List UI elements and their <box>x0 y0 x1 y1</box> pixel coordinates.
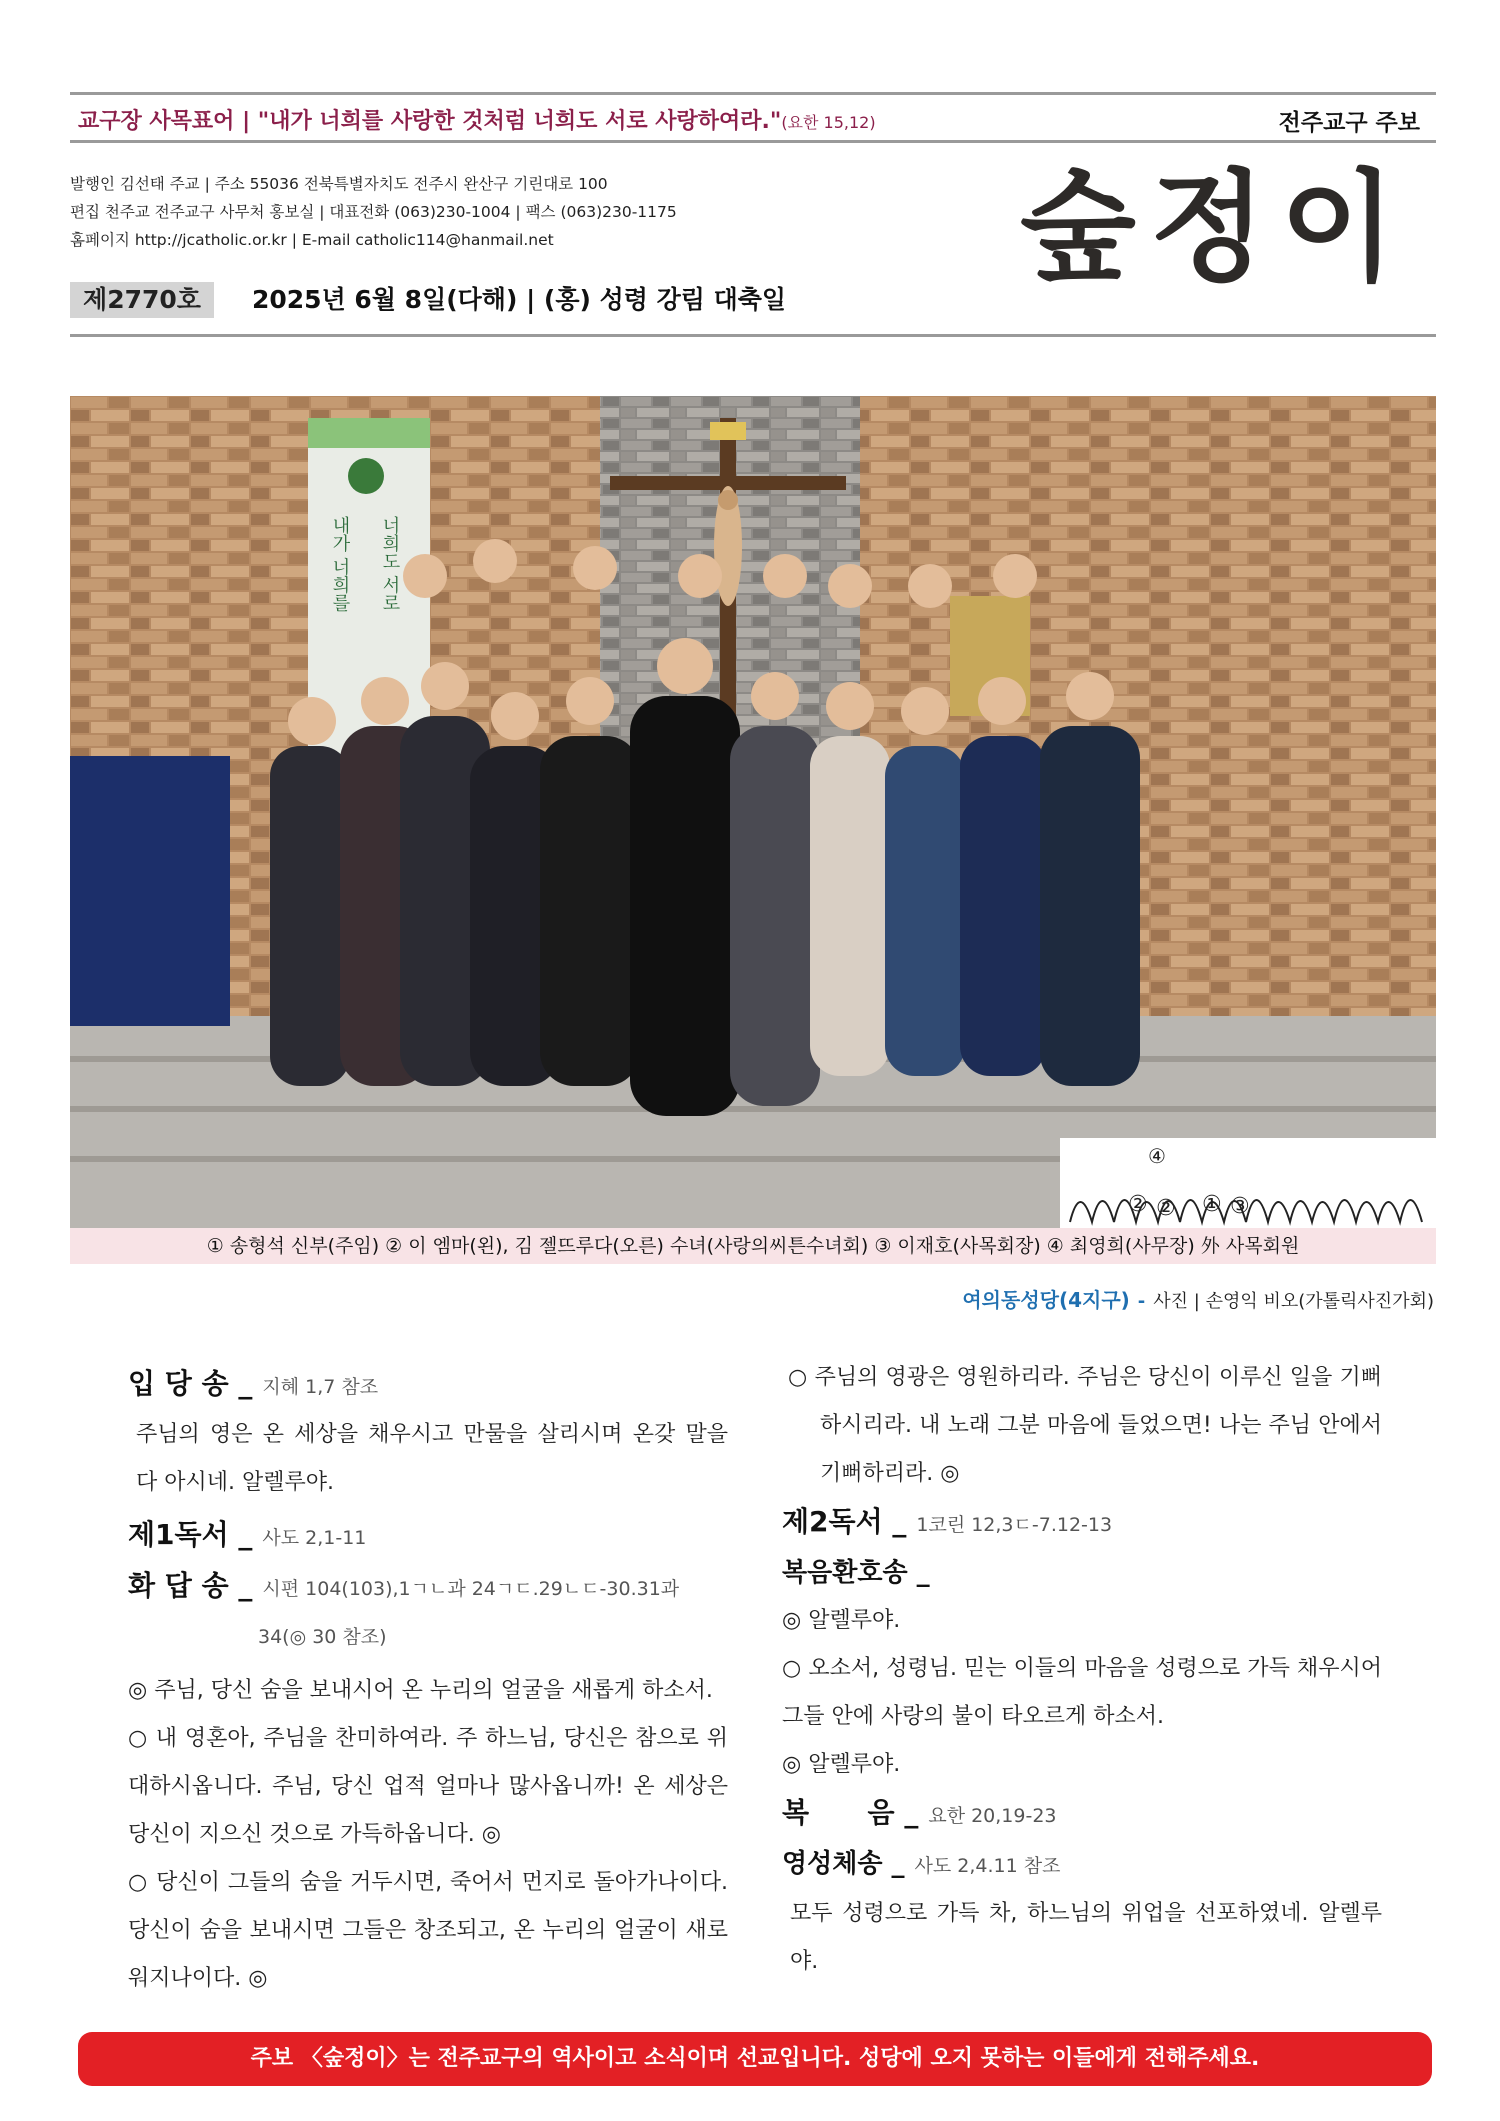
church-credit <box>962 1284 1434 1313</box>
gospel-label: 복 음 _ <box>782 1796 919 1829</box>
credit-dash: - <box>1137 1291 1146 1312</box>
psalm-response: ◎ 주님, 당신 숨을 보내시어 온 누리의 얼굴을 새롭게 하소서. <box>128 1678 713 1703</box>
diocese-motto <box>78 104 876 135</box>
masthead-rule <box>70 334 1436 337</box>
gospel-acclamation-heading: 복음환호송 _ <box>782 1558 930 1588</box>
svg-text:너희도 서로: 너희도 서로 <box>379 516 401 612</box>
acclamation-verse: ○ 오소서, 성령님. 믿는 이들의 마음을 성령으로 가득 채우시어 그들 안에 사랑의 불이 타오르게 하소서. <box>782 1656 1382 1729</box>
second-reading-source: 1코린 12,3ㄷ-7.12-13 <box>916 1514 1113 1536</box>
liturgy-right-column <box>782 1354 1382 1986</box>
psalm-verse-1: ○ 내 영혼아, 주님을 찬미하여라. 주 하느님, 당신은 참으로 위대하시옵니다. 주님, 당신 업적 얼마나 많사옵니까! 온 세상은 당신이 지으신 것으로 가득하옵니다. ◎ <box>128 1726 728 1847</box>
issue-number: 제2770호 <box>70 282 214 318</box>
entrance-source: 지혜 1,7 참조 <box>262 1376 379 1398</box>
psalm-source: 시편 104(103),1ㄱㄴ과 24ㄱㄷ.29ㄴㄷ-30.31과 <box>262 1578 680 1600</box>
liturgy-left-column <box>128 1360 728 2003</box>
second-reading-heading <box>782 1498 1382 1549</box>
psalm-heading <box>128 1562 728 1613</box>
gospel-heading <box>782 1789 1382 1840</box>
group-photo-illustration <box>70 396 1436 1228</box>
entrance-heading <box>128 1360 728 1411</box>
entrance-label: 입 당 송 _ <box>128 1367 253 1400</box>
bulletin-logo: 숲정이 <box>1020 157 1410 298</box>
gospel-source: 요한 20,19-23 <box>928 1805 1057 1827</box>
acclamation-response-1: ◎ 알렐루야. <box>782 1608 901 1633</box>
acclamation-response-2: ◎ 알렐루야. <box>782 1752 901 1777</box>
publisher-line: 발행인 김선태 주교 | 주소 55036 전북특별자치도 전주시 완산구 기린대로 100 <box>70 175 608 193</box>
psalm-verse-3: ○ 주님의 영광은 영원하리라. 주님은 당신이 이루신 일을 기뻐하시리라. 내 노래 그분 마음에 들었으면! 나는 주님 안에서 기뻐하리라. ◎ <box>788 1365 1382 1486</box>
editor-line: 편집 천주교 전주교구 사무처 홍보실 | 대표전화 (063)230-1004 | 팩스 (063)230-1175 <box>70 203 677 221</box>
communion-label: 영성체송 _ <box>782 1849 905 1879</box>
first-reading-source: 사도 2,1-11 <box>262 1527 367 1549</box>
header-rule <box>70 140 1436 143</box>
communion-heading <box>782 1840 1382 1890</box>
svg-text:내가 너희를: 내가 너희를 <box>329 516 351 612</box>
issue-date: 2025년 6월 8일(다해) | (홍) 성령 강림 대축일 <box>252 285 787 314</box>
communion-source: 사도 2,4.11 참조 <box>914 1855 1061 1877</box>
key-num-4: ④ <box>1148 1144 1166 1168</box>
top-rule <box>70 92 1436 95</box>
motto-ref: (요한 15,12) <box>781 113 876 132</box>
key-num-2a: ② <box>1128 1192 1148 1217</box>
communion-antiphon: 모두 성령으로 가득 차, 하느님의 위업을 선포하였네. 알렐루야. <box>790 1901 1382 1974</box>
web-line: 홈페이지 http://jcatholic.or.kr | E-mail catholic114@hanmail.net <box>70 231 554 249</box>
psalm-source-cont: 34(◎ 30 참조) <box>258 1626 387 1648</box>
key-num-2b: ② <box>1156 1196 1176 1221</box>
psalm-label: 화 답 송 _ <box>128 1569 253 1602</box>
key-num-3: ③ <box>1230 1194 1250 1219</box>
second-reading-label: 제2독서 _ <box>782 1505 907 1538</box>
cover-photo <box>70 396 1436 1228</box>
church-name: 여의동성당(4지구) <box>962 1288 1130 1312</box>
psalm-verse-2: ○ 당신이 그들의 숨을 거두시면, 죽어서 먼지로 돌아가나이다. 당신이 숨을 보내시면 그들은 창조되고, 온 누리의 얼굴이 새로워지나이다. ◎ <box>128 1870 728 1991</box>
first-reading-heading <box>128 1511 728 1562</box>
motto-text: 교구장 사목표어 | "내가 너희를 사랑한 것처럼 너희도 서로 사랑하여라." <box>78 109 782 134</box>
photo-credit: 사진 | 손영익 비오(가톨릭사진가회) <box>1153 1291 1434 1312</box>
footer-banner: 주보 〈숲정이〉는 전주교구의 역사이고 소식이며 선교입니다. 성당에 오지 못하는 이들에게 전해주세요. <box>78 2032 1432 2086</box>
bulletin-name: 전주교구 주보 <box>1278 110 1420 136</box>
first-reading-label: 제1독서 _ <box>128 1518 253 1551</box>
entrance-antiphon: 주님의 영은 온 세상을 채우시고 만물을 살리시며 온갖 말을 다 아시네. 알렐루야. <box>136 1422 728 1495</box>
key-num-1: ① <box>1202 1192 1222 1217</box>
photo-caption: ① 송형석 신부(주임) ② 이 엠마(왼), 김 젤뜨루다(오른) 수녀(사랑의씨튼수녀회) ③ 이재호(사목회장) ④ 최영희(사무장) 外 사목회원 <box>70 1228 1436 1264</box>
